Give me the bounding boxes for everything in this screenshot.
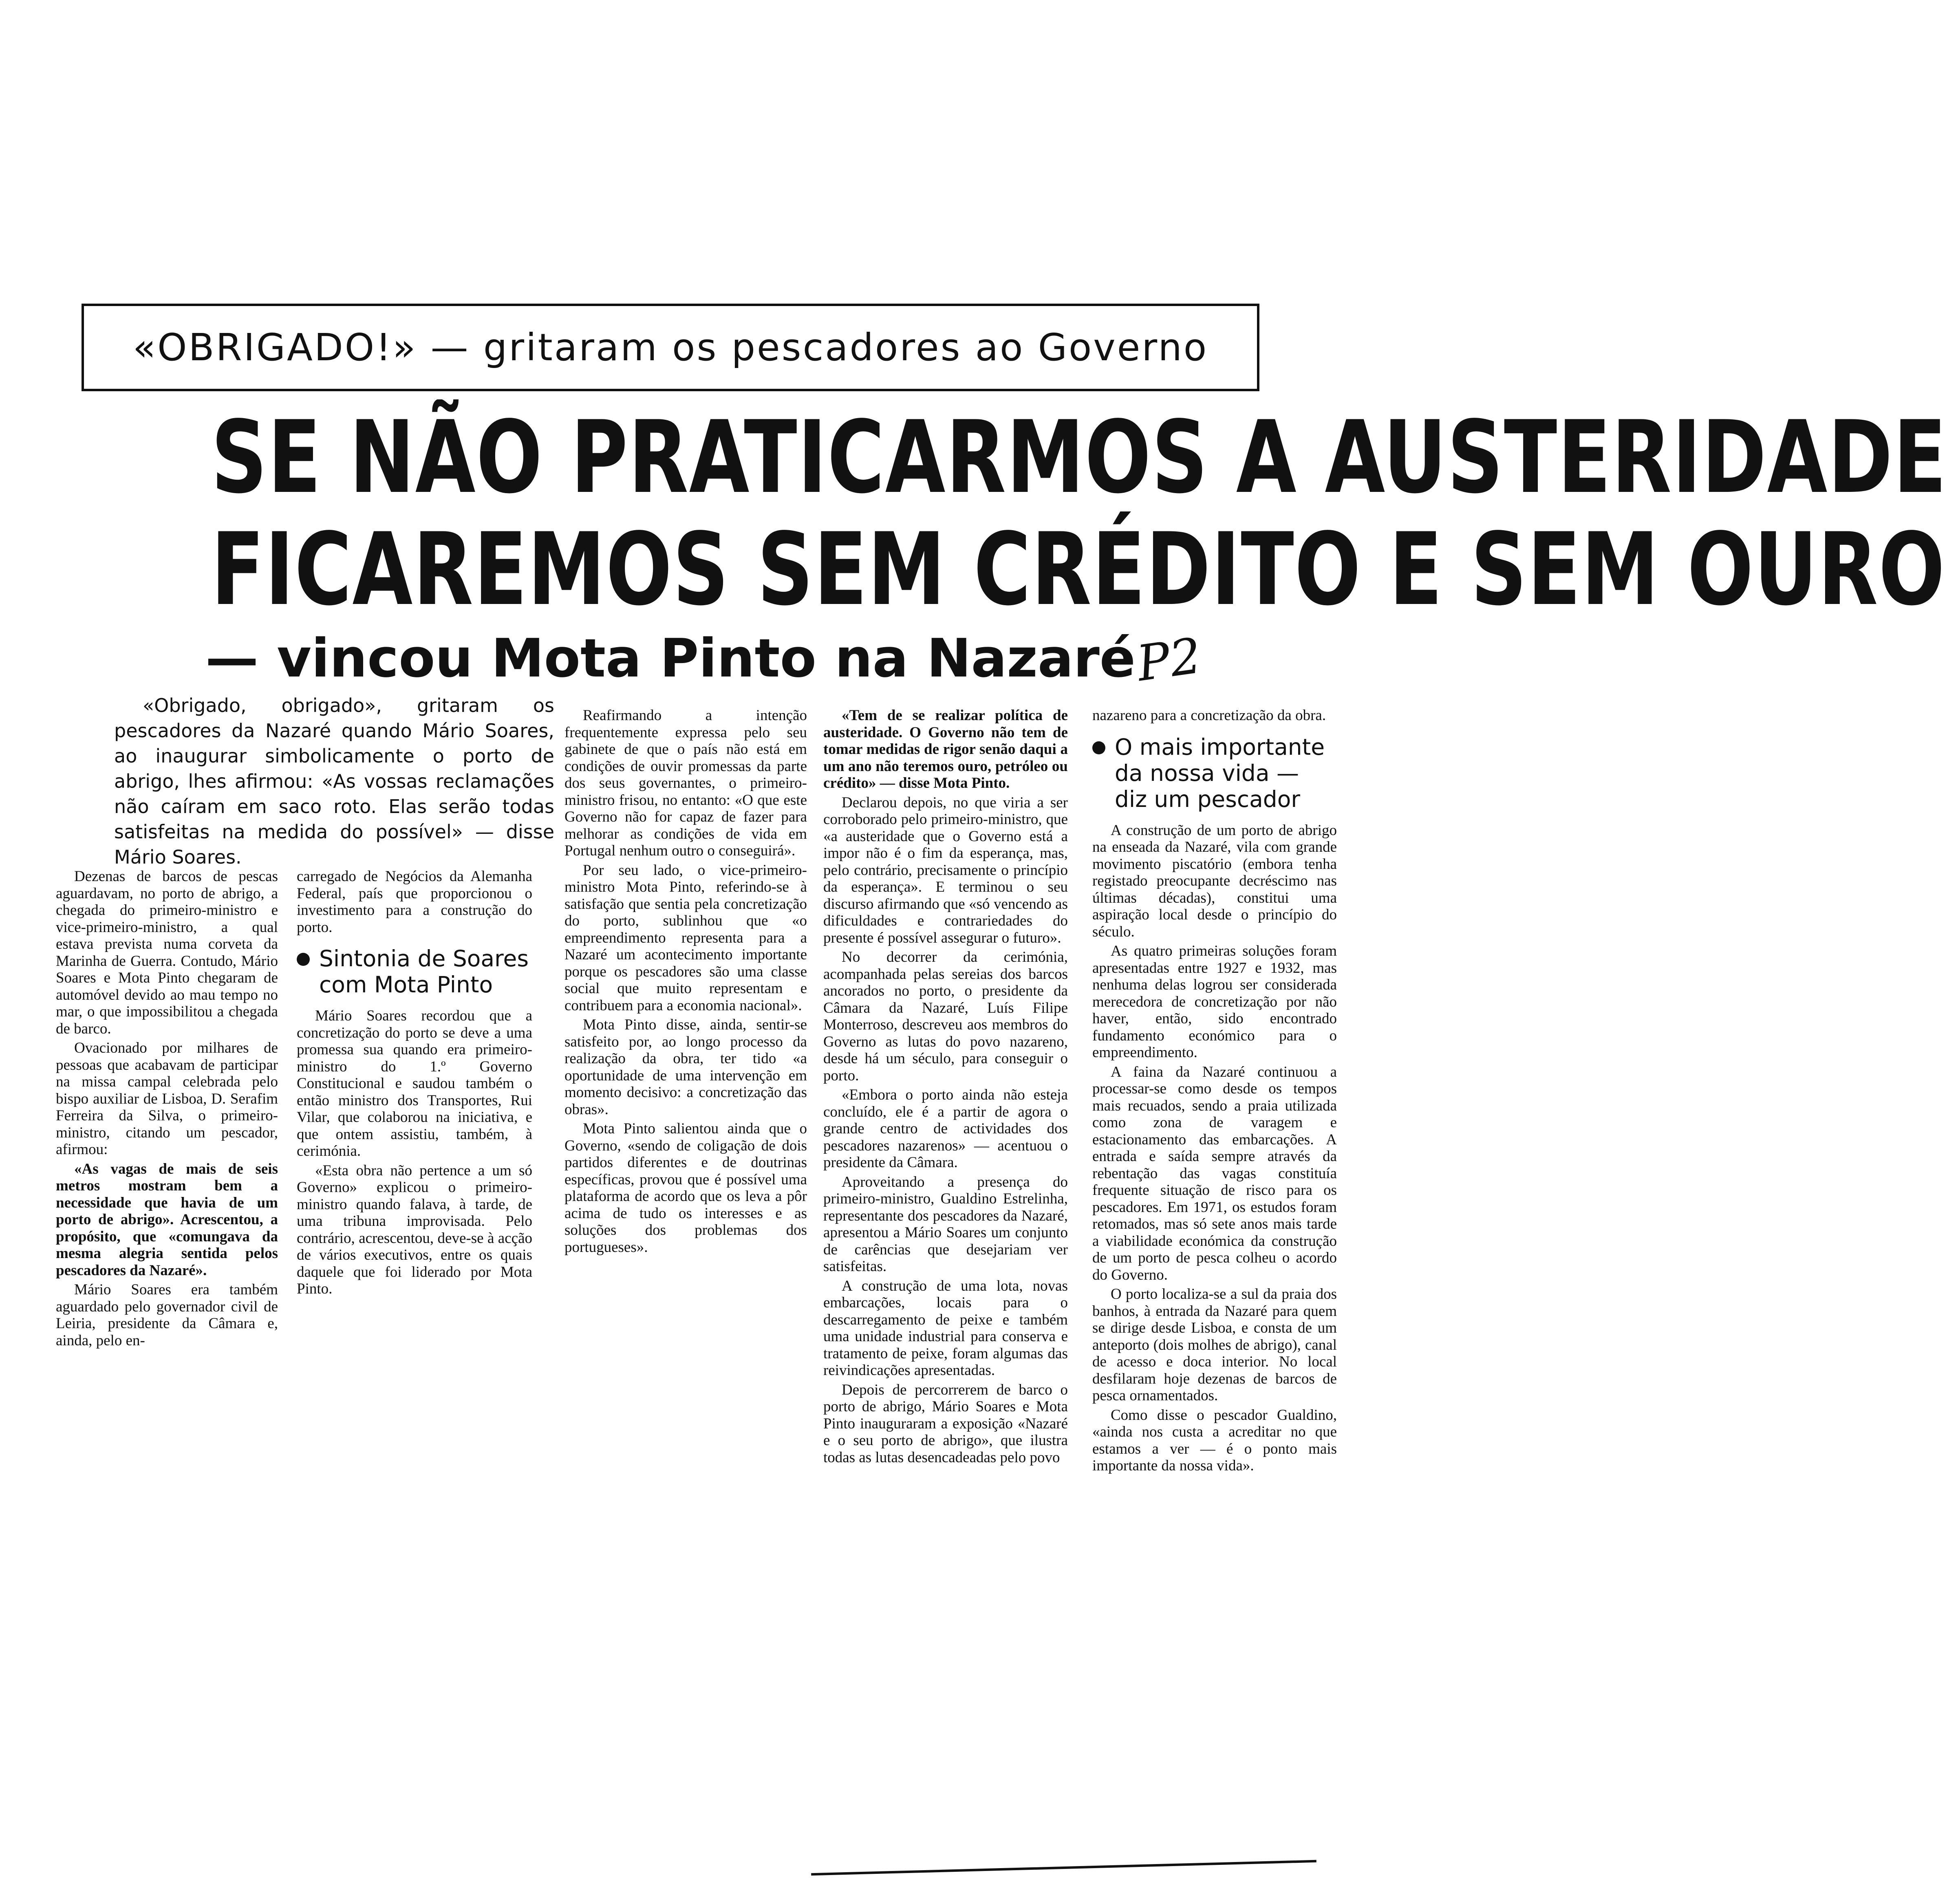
col5-paragraph-4: O porto localiza-se a sul da praia dos banhos, à entrada da Nazaré para quem se dirige desde Lisboa, e consta de um anteporto (dois molhes de abrigo), canal de acesso e doca interior. No local desfilaram hoje dezenas de barcos de pesca ornamentados. [1092, 1286, 1337, 1404]
col1-paragraph-1: Dezenas de barcos de pescas aguardavam, no porto de abrigo, a chegada do primeiro-ministro e vice-primeiro-ministro, a qual estava prevista numa corveta da Marinha de Guerra. Contudo, Mário Soares e Mota Pinto chegaram de automóvel devido ao mau tempo no mar, o que impossibilitou a chegada de barco. [56, 868, 278, 1037]
col4-paragraph-4: «Embora o porto ainda não esteja concluído, ele é a partir de agora o grande centro de actividades dos pescadores nazarenos» — acentuou o presidente da Câmara. [823, 1086, 1068, 1171]
col1-paragraph-2: Ovacionado por milhares de pessoas que acabavam de participar na missa campal celebrada pelo bispo auxiliar de Lisboa, D. Serafim Ferreira da Silva, o primeiro-ministro, citando um pescador, afirmou: [56, 1040, 278, 1158]
col4-paragraph-2: Declarou depois, no que viria a ser corroborado pelo primeiro-ministro, que «a austeridade que o Governo está a impor não é o fim da esperança, mas, pelo contrário, precisamente o princípio da esperança». E terminou o seu discurso afirmando que «só vencendo as dificuldades e contrariedades do presente é possível assegurar o futuro». [823, 794, 1068, 946]
col3-paragraph-2: Por seu lado, o vice-primeiro-ministro Mota Pinto, referindo-se à satisfação que sentia pela concretização do porto, sublinhou que «o empreendimento representa para a Nazaré um acontecimento importante porque os pescadores são uma classe social que muito representam e contribuem para a economia nacional». [564, 862, 807, 1014]
headline-line-1: SE NÃO PRATICARMOS A AUSTERIDADE [211, 399, 1947, 516]
lede-paragraph: «Obrigado, obrigado», gritaram os pescadores da Nazaré quando Mário Soares, ao inaugurar simbolicamente o porto de abrigo, lhes afirmou: «As vossas reclamações não caíram em saco roto. Elas serão todas satisfeitas na medida do possível» — disse Mário Soares. [114, 694, 554, 868]
col4-paragraph-6: A construção de uma lota, novas embarcações, locais para o descarregamento de peixe e também uma unidade industrial para conserva e tratamento de peixe, foram algumas das reivindicações apresentadas. [823, 1277, 1068, 1379]
column-5 [1092, 707, 1337, 1477]
subhead-sintonia-text: Sintonia de Soares com Mota Pinto [319, 945, 529, 998]
kicker: «OBRIGADO!» — gritaram os pescadores ao Governo [132, 326, 1208, 369]
headline-line-3: — vincou Mota Pinto na Nazaré [205, 627, 1136, 689]
col2-continuation: carregado de Negócios da Alemanha Federal, país que proporcionou o investimento para a construção do porto. [297, 868, 532, 936]
col4-paragraph-7: Depois de percorrerem de barco o porto de abrigo, Mário Soares e Mota Pinto inauguraram a exposição «Nazaré e o seu porto de abrigo», que ilustra todas as lutas desencadeadas pelo povo [823, 1381, 1068, 1466]
col1-paragraph-4: Mário Soares era também aguardado pelo governador civil de Leiria, presidente da Câmara e, ainda, pelo en- [56, 1281, 278, 1349]
subhead-pescador-text: O mais importante da nossa vida — diz um pescador [1115, 734, 1325, 812]
subhead-pescador [1092, 734, 1337, 812]
col5-paragraph-5: Como disse o pescador Gualdino, «ainda nos custa a acreditar no que estamos a ver — é o ponto mais importante da nossa vida». [1092, 1406, 1337, 1474]
column-1 [56, 868, 278, 1351]
col4-paragraph-3: No decorrer da cerimónia, acompanhada pelas sereias dos barcos ancorados no porto, o presidente da Câmara da Nazaré, Luís Filipe Monterroso, descreveu aos membros do Governo as lutas do povo nazareno, desde há um século, para conseguir o porto. [823, 949, 1068, 1084]
col5-paragraph-3: A faina da Nazaré continuou a processar-se como desde os tempos mais recuados, sendo a praia utilizada como zona de varagem e estacionamento das embarcações. A entrada e saída sempre através da rebentação das vagas constituía frequente situação de risco para os pescadores. Em 1971, os estudos foram retomados, mas só sete anos mais tarde a viabilidade económica da construção de um porto de pesca colheu o acordo do Governo. [1092, 1063, 1337, 1283]
bullet-icon [297, 953, 310, 966]
col3-paragraph-4: Mota Pinto salientou ainda que o Governo, «sendo de coligação de dois partidos diferentes e de doutrinas específicas, provou que é possível uma plataforma de acordo que os leva a pôr acima de tudo os interesses e as soluções dos problemas dos portugueses». [564, 1120, 807, 1256]
bullet-icon [1092, 741, 1105, 754]
col5-continuation: nazareno para a concretização da obra. [1092, 707, 1326, 724]
col1-paragraph-3: «As vagas de mais de seis metros mostram bem a necessidade que havia de um porto de abrigo». Acrescentou, a propósito, que «comungava da mesma alegria sentida pelos pescadores da Nazaré». [56, 1160, 278, 1279]
kicker-box [82, 304, 1259, 391]
col5-paragraph-2: As quatro primeiras soluções foram apresentadas entre 1927 e 1932, mas nenhuma delas logrou ser considerada merecedora de concretização por não haver, então, sido encontrado fundamento económico para o empreendimento. [1092, 943, 1337, 1061]
col5-paragraph-1: A construção de um porto de abrigo na enseada da Nazaré, vila com grande movimento piscatório (embora tenha registado preocupante decréscimo nas últimas décadas), constitui uma aspiração local desde o princípio do século. [1092, 822, 1337, 940]
subhead-sintonia [297, 945, 532, 998]
col4-paragraph-5: Aproveitando a presença do primeiro-ministro, Gualdino Estrelinha, representante dos pescadores da Nazaré, apresentou a Mário Soares um conjunto de carências que desejariam ver satisfeitas. [823, 1173, 1068, 1275]
col2-paragraph-2: «Esta obra não pertence a um só Governo» explicou o primeiro-ministro quando falava, à tarde, de uma tribuna improvisada. Pelo contrário, acrescentou, deve-se à acção de vários executivos, entre os quais daquele que foi liderado por Mota Pinto. [297, 1162, 532, 1297]
col2-paragraph-1: Mário Soares recordou que a concretização do porto se deve a uma promessa sua quando era primeiro-ministro do 1.º Governo Constitucional e saudou também o então ministro dos Transportes, Rui Vilar, que colaborou na iniciativa, e que ontem assistiu, também, à cerimónia. [297, 1007, 532, 1159]
column-3 [564, 707, 807, 1258]
col3-paragraph-1: Reafirmando a intenção frequentemente expressa pelo seu gabinete de que o país não está em condições de ouvir promessas da parte dos seus governantes, o primeiro-ministro frisou, no entanto: «O que este Governo não for capaz de fazer para melhorar as condições de vida em Portugal nenhum outro o conseguirá». [564, 707, 807, 859]
col3-paragraph-3: Mota Pinto disse, ainda, sentir-se satisfeito por, ao longo processo da realização da obra, ter tido «a oportunidade de uma intervenção em momento decisivo: a concretização das obras». [564, 1016, 807, 1118]
handwritten-mark: P2 [1133, 627, 1205, 693]
col4-paragraph-1: «Tem de se realizar política de austeridade. O Governo não tem de tomar medidas de rigor senão daqui a um ano não teremos ouro, petróleo ou crédito» — disse Mota Pinto. [823, 707, 1068, 791]
end-rule [811, 1860, 1316, 1875]
column-2 [297, 868, 532, 1300]
column-4 [823, 707, 1068, 1468]
headline-line-2: FICAREMOS SEM CRÉDITO E SEM OURO [211, 511, 1946, 628]
